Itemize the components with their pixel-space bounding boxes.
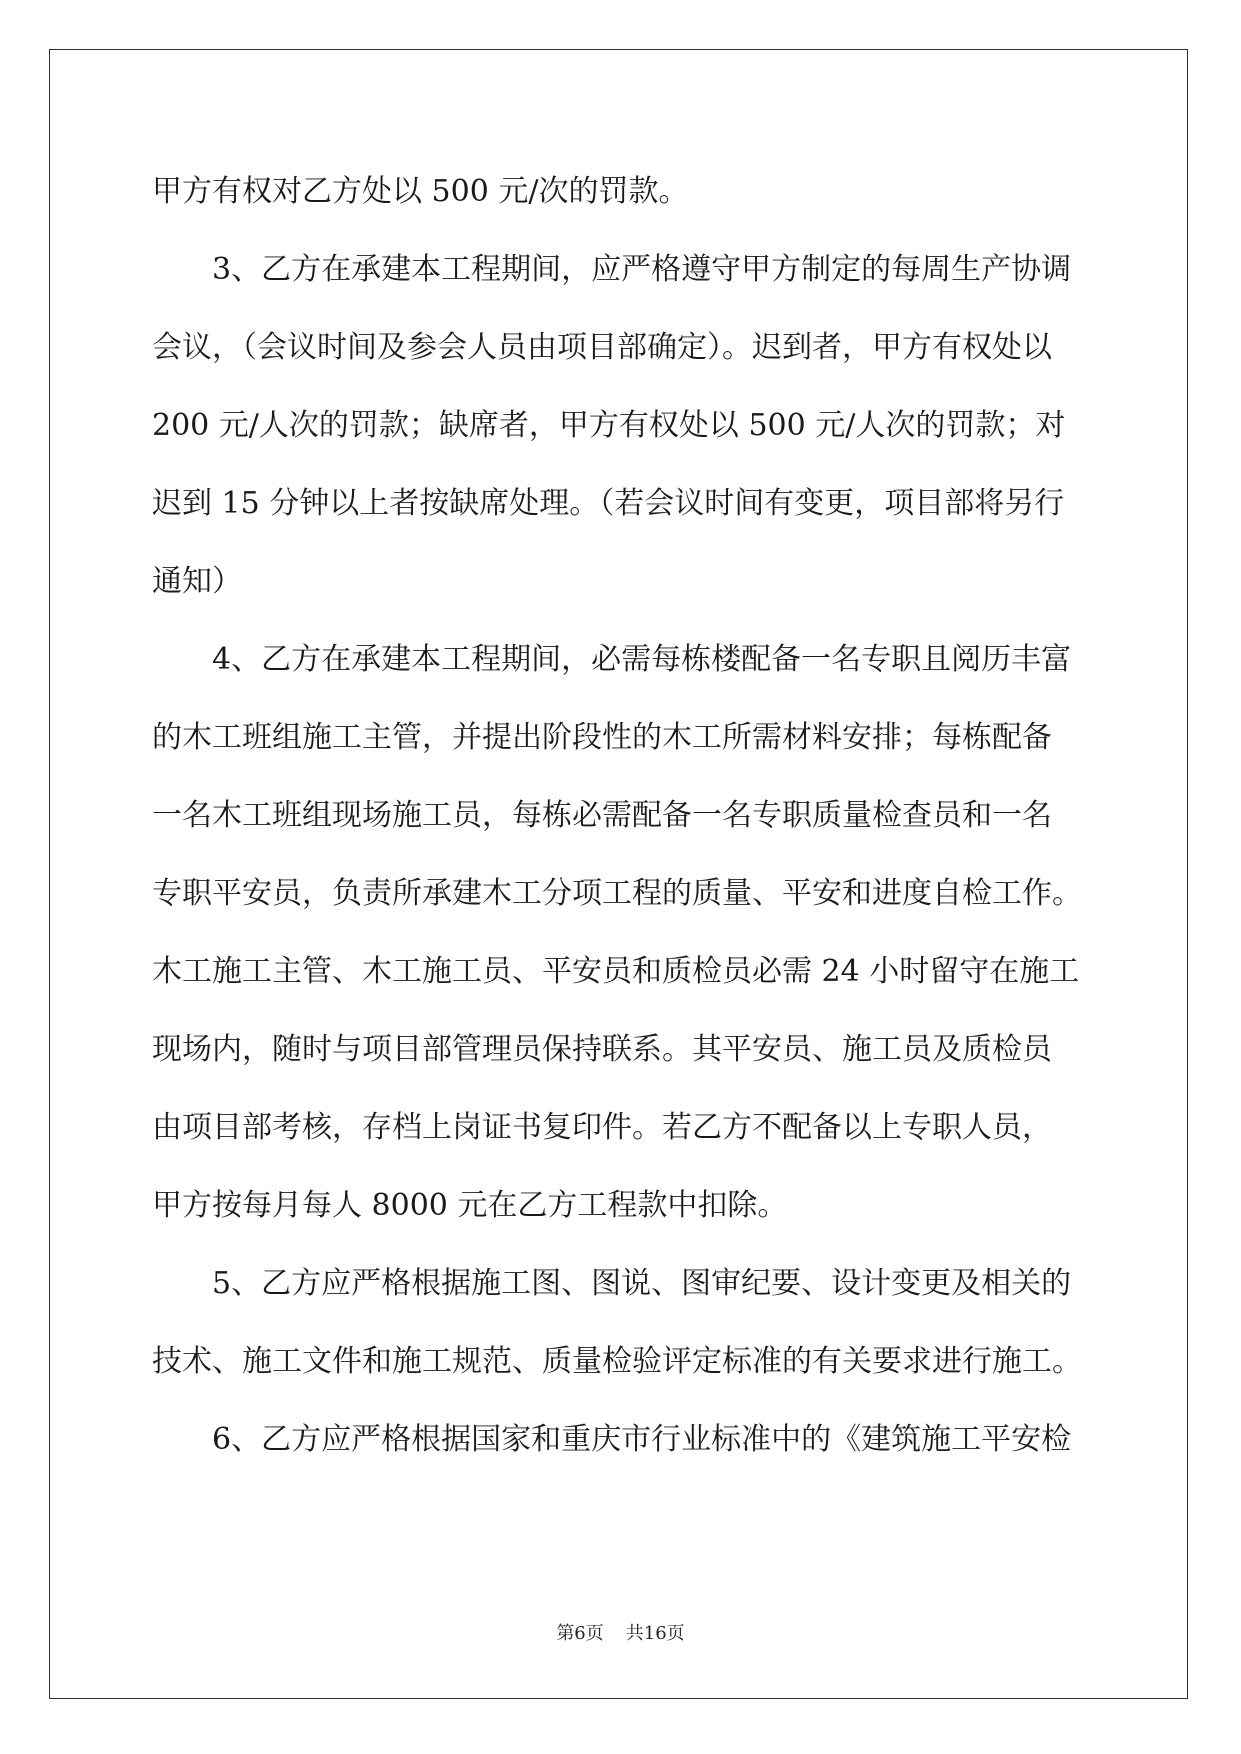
text-line: 一名木工班组现场施工员，每栋必需配备一名专职质量检查员和一名 bbox=[152, 798, 1052, 833]
page-number: 第6页 bbox=[556, 1623, 604, 1644]
text-line: 木工施工主管、木工施工员、平安员和质检员必需 24 小时留守在施工 bbox=[152, 954, 1080, 989]
page-footer bbox=[0, 1619, 1241, 1645]
text-line: 专职平安员，负责所承建木工分项工程的质量、平安和进度自检工作。 bbox=[152, 876, 1082, 911]
text-line: 4、乙方在承建本工程期间，必需每栋楼配备一名专职且阅历丰富 bbox=[152, 642, 1072, 677]
text-line: 5、乙方应严格根据施工图、图说、图审纪要、设计变更及相关的 bbox=[152, 1266, 1072, 1301]
text-line: 技术、施工文件和施工规范、质量检验评定标准的有关要求进行施工。 bbox=[152, 1344, 1082, 1379]
text-line: 会议，（会议时间及参会人员由项目部确定）。迟到者，甲方有权处以 bbox=[152, 330, 1052, 365]
text-line: 200 元/人次的罚款；缺席者，甲方有权处以 500 元/人次的罚款；对 bbox=[152, 408, 1066, 443]
document-body bbox=[152, 166, 1087, 1492]
text-line: 现场内，随时与项目部管理员保持联系。其平安员、施工员及质检员 bbox=[152, 1032, 1052, 1067]
text-line: 由项目部考核，存档上岗证书复印件。若乙方不配备以上专职人员， bbox=[152, 1110, 1052, 1145]
text-line: 甲方按每月每人 8000 元在乙方工程款中扣除。 bbox=[152, 1188, 788, 1223]
text-line: 迟到 15 分钟以上者按缺席处理。（若会议时间有变更，项目部将另行 bbox=[152, 486, 1065, 521]
text-line: 6、乙方应严格根据国家和重庆市行业标准中的《建筑施工平安检 bbox=[152, 1422, 1072, 1457]
text-line: 3、乙方在承建本工程期间，应严格遵守甲方制定的每周生产协调 bbox=[152, 252, 1072, 287]
text-line: 甲方有权对乙方处以 500 元/次的罚款。 bbox=[152, 174, 689, 209]
page-total: 共16页 bbox=[625, 1623, 685, 1644]
text-line: 的木工班组施工主管，并提出阶段性的木工所需材料安排；每栋配备 bbox=[152, 720, 1052, 755]
text-line: 通知） bbox=[152, 564, 242, 599]
